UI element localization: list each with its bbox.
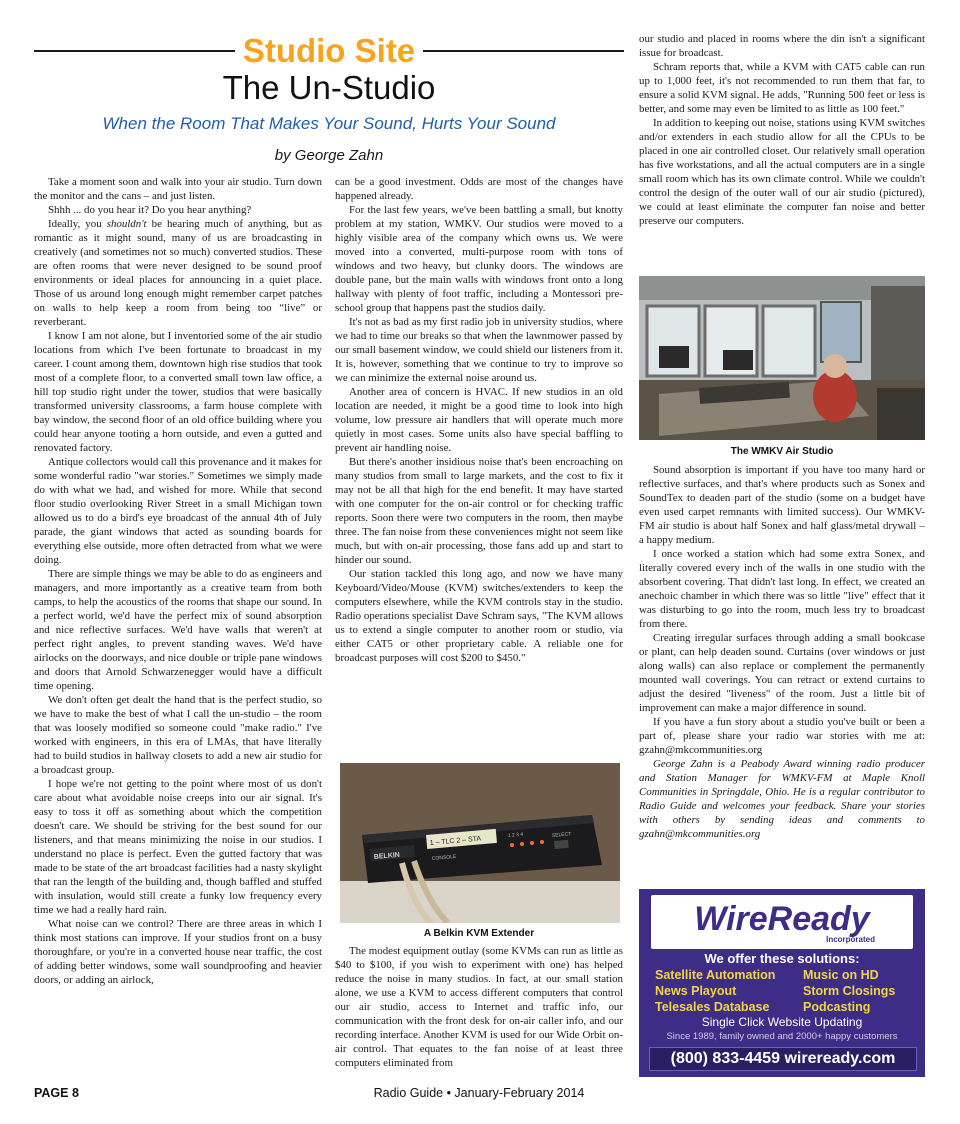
device-port-numbers: 1 2 3 4: [507, 831, 524, 839]
ad-solution-item: News Playout: [655, 984, 737, 998]
ad-solution-item: Podcasting: [803, 1000, 871, 1014]
studio-photo: [639, 276, 925, 440]
kvm-device-illustration: [340, 763, 620, 923]
paragraph: But there's another insidious noise that's been encroaching on many studios from small to large markets, and the cost to fix it may not be all that high for the end benefit. It may have started with one computer for the on-air control or for checking traffic reports. Soon there were two computers in the room, then maybe three. The fan noise from these conveniences might not seem like much, but with on-air processing, those fans add up and start to hinder our sound.: [335, 456, 623, 566]
kvm-extender-photo: [340, 763, 620, 923]
paragraph: Schram reports that, while a KVM with CAT5 cable can run up to 1,000 feet, it's not recommended to run them that far, to ensure a solid KVM signal. He adds, "Running 500 feet or less is better, and some may even be limited to as little as 100 feet.": [639, 61, 925, 115]
paragraph: There are simple things we may be able to do as engineers and managers, and more importantly as a creative team from both camps, to help the acoustics of the rooms that shape our sound. In a perfect world, we'd have the perfect mix of sound absorption and nice reflective surfaces. We'd have walls that weren't at perfect right angles, to prevent standing waves. We'd have airlocks on the doorways, and nice double or triple pane windows and doors that Arnold Schwarzenegger would have a difficult time opening.: [34, 568, 322, 692]
device-brand: BELKIN: [373, 851, 401, 861]
paragraph: Ideally, you shouldn't be hearing much of anything, but as romantic as it might sound, many of us are broadcasting in creatively (and sometimes not so much) converted studios. These are often rooms that were never designed to be sound proof environments or ideal places for announcing in a quiet place. Those of us around long enough might remember carpet patches on walls to help keep a room from being too “live” or reverberant.: [34, 218, 322, 328]
article-title: The Un-Studio: [222, 69, 436, 106]
ad-incorporated: Incorporated: [826, 935, 875, 944]
studio-illustration: [639, 276, 925, 440]
publication-info: Radio Guide • January-February 2014: [373, 1086, 585, 1100]
paragraph: our studio and placed in rooms where the din isn't a significant issue for broadcast.: [639, 33, 925, 59]
paragraph: For the last few years, we've been battling a small, but knotty problem at my station, WMKV. Our studios were moved to a highly visible area of the company which owns us. We were moved into a converted, multi-purpose room with tons of windows and two heavy, but clunky doors. The windows are double pane, but the main walls with windows front onto a long hallway with plenty of foot traffic, including a Montessori pre-school group that happens past the studios daily.: [335, 204, 623, 314]
paragraph: I once worked a station which had some extra Sonex, and literally covered every inch of the walls in one studio with the absorbent covering. That didn't last long. In effect, we created an anechoic chamber in which there was so little "live" effect that it was disturbing to go into the room, much less try to broadcast from there.: [639, 548, 925, 630]
ad-solution-item: Satellite Automation: [655, 968, 776, 982]
paragraph: Antique collectors would call this provenance and it makes for some wonderful radio "war stories." Sometimes we simply made do with what we had, and wished for more. While that second floor studio overlooking River Street in a small Michigan town allowed us to do a bird's eye broadcast of the annual 4th of July parade, the giant windows that acted as sounding boards for everything else outside, more often detracted from what we were doing.: [34, 456, 322, 566]
paragraph: Another area of concern is HVAC. If new studios in an old location are needed, it might be a good time to look into high volume, low pressure air handlers that will operate much more quietly in most cases. Some units also have special baffling to prevent air handling noise.: [335, 386, 623, 454]
kvm-photo-caption: A Belkin KVM Extender: [423, 928, 535, 939]
page-number: PAGE 8: [34, 1086, 79, 1100]
ad-headline: We offer these solutions:: [704, 951, 860, 966]
article-header: [34, 32, 624, 166]
page-footer: [34, 1086, 924, 1102]
byline: by George Zahn: [274, 147, 384, 164]
ad-logo-panel: [651, 895, 913, 949]
paragraph: If you have a fun story about a studio you've built or been a part of, please share your radio war stories with me at: gzahn@mkcommunities.org: [639, 716, 925, 756]
ad-solutions-list: [655, 967, 915, 1015]
studio-photo-caption: The WMKV Air Studio: [730, 446, 834, 457]
ad-since-tagline: Since 1989, family owned and 2000+ happy customers: [666, 1031, 898, 1042]
ad-solution-item: Music on HD: [803, 968, 879, 982]
wireready-logo: WireReady: [694, 900, 870, 938]
ad-solution-item: Telesales Database: [655, 1000, 770, 1014]
column-middle-continued: [335, 944, 623, 1070]
paragraph: can be a good investment. Odds are most of the changes have happened already.: [335, 176, 623, 202]
paragraph: Creating irregular surfaces through adding a small bookcase or plant, can help deaden sound. Curtains (over windows or just along walls) can also replace or complement the permanently mounted wall coverings. You can retract or extend curtains to adjust the desired "liveness" of the room. Just a little bit of improvement can make a major difference in sound.: [639, 632, 925, 714]
paragraph: I hope we're not getting to the point where most of us don't care about what avoidable noise creeps into our air signal. It's easy to toss it off as something about which the competition doesn't care. We should be striving for the best sound for our listeners, and that means minimizing the noise in our studios. I understand no place is perfect. Even the gutted factory that was made to be state of the art broadcast facilities had a nasty skylight that ran the length of the building and, though baffled and stuffed with insulation, would still create a funky low frequency every time we had a really hard rain.: [34, 778, 322, 916]
article-subtitle: When the Room That Makes Your Sound, Hurts Your Sound: [102, 114, 556, 133]
paragraph: We don't often get dealt the hand that is the perfect studio, so we have to make the best of what I call the un-studio – the room that was loosely modified so someone could "make radio." I've worked with engineers, in this era of LMAs, that have literally had to build studios in hallway closets to add a new air studio for a broadcast group.: [34, 694, 322, 776]
ad-contact-bar[interactable]: (800) 833-4459 wireready.com: [649, 1047, 917, 1071]
paragraph: Sound absorption is important if you have too many hard or reflective surfaces, and that's where products such as Sonex and SoundTex to deaden part of the studio (some on a budget have even used carpet remnants with limited success). Our WMKV-FM air studio is about half Sonex and half glass/metal drywall – a happy medium.: [639, 464, 925, 546]
left-rule: [34, 50, 235, 52]
wireready-advertisement[interactable]: [639, 889, 925, 1077]
paragraph: Our station tackled this long ago, and now we have many Keyboard/Video/Mouse (KVM) switches/extenders to keep the computers elsewhere, while the KVM controls stay in the studio. Radio operations specialist Dave Schram says, "The KVM allows us to extend a single computer to another room or studio, via either CAT5 or other proprietary cable. A reliable one for broadcast purposes will cost $200 to $450.": [335, 568, 623, 664]
column-middle: [335, 175, 623, 665]
author-bio: George Zahn is a Peabody Award winning radio producer and Station Manager for WMKV-FM at Maple Knoll Communities in Springdale, Ohio. He is a regular contributor to Radio Guide and welcomes your feedback. Share your stories with others by sending ideas and comments to gzahn@mkcommunities.org: [639, 758, 925, 840]
device-select-label: SELECT: [551, 831, 572, 839]
paragraph: It's not as bad as my first radio job in university studios, where we had to time our breaks so that when the lawnmower passed by our small basement window, we could shield our listeners from it. It is, however, something that we continue to try to improve so we can minimize the external noise around us.: [335, 316, 623, 384]
device-display-label: 1 – TLC 2 – STA: [429, 835, 482, 847]
paragraph: Take a moment soon and walk into your air studio. Turn down the monitor and the cans – and just listen.: [34, 176, 322, 202]
section-title: Studio Site: [242, 32, 416, 69]
paragraph: The modest equipment outlay (some KVMs can run as little as $40 to $100, if you wish to experiment with one) has helped reduce the noise in many studios. In fact, at our small station alone, we use a KVM to access different computers that control our air studio, access to Internet and traffic info, our communication with the front desk for on-air caller info, and our recording interface. Another KVM is used for our Wide Orbit on-air control. That equates to the fan noise of at least three computers eliminated from: [335, 945, 623, 1069]
ad-solution-item: Storm Closings: [803, 984, 896, 998]
right-rule: [423, 50, 624, 52]
device-console-label: CONSOLE: [431, 853, 457, 862]
column-left: [34, 175, 322, 987]
column-right: [639, 32, 925, 228]
section-banner: [34, 32, 624, 70]
paragraph: I know I am not alone, but I inventoried some of the air studio locations from which I've been fortunate to broadcast in my career. I count among them, downtown high rise studios that took most of a complete floor, to a converted small town law office, a hill top studio right under the tower, studios that were basically transformed university classrooms, a farm house complete with bay window, the second floor of an old office building where you could hear anyone tooting a horn outside, and even a gutted and renovated factory.: [34, 330, 322, 454]
paragraph: Shhh ... do you hear it? Do you hear anything?: [48, 204, 252, 216]
paragraph: What noise can we control? There are three areas in which I think most stations can improve. If your studios front on a busy thoroughfare, or you're in a converted house near traffic, the cost of adding better windows, some wall soundproofing and heavier doors, or adding an airlock,: [34, 918, 322, 986]
column-right-continued: [639, 463, 925, 841]
paragraph: In addition to keeping out noise, stations using KVM switches and/or extenders in each studio allow for all the CPUs to be placed in one air controlled closet. Our relatively small operation has five workstations, and all the actual computers are in a single small room which has its own climate control. While we couldn't control the design of the outer wall of our air studio (pictured), we could at least eliminate the computer fan noise and better preserve our computers.: [639, 117, 925, 227]
ad-website-feature: Single Click Website Updating: [701, 1015, 863, 1029]
